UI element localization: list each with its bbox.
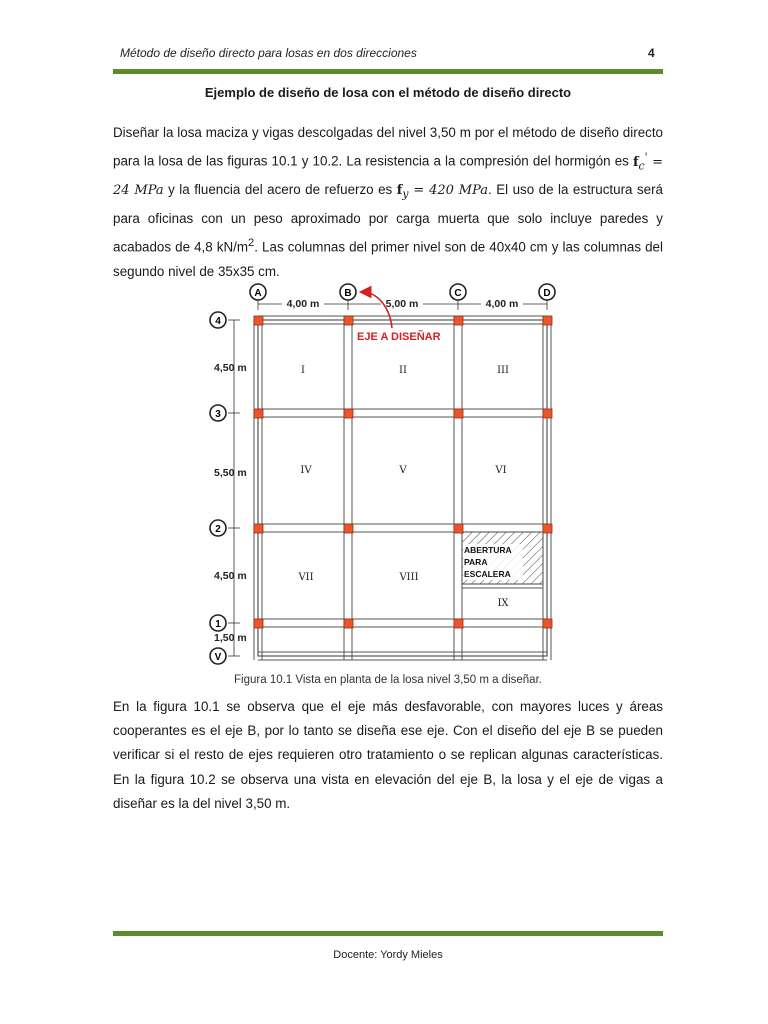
axis-c-label: C	[454, 288, 462, 299]
paragraph-text: y la fluencia del acero de refuerzo es	[163, 182, 397, 198]
figure-caption: Figura 10.1 Vista en planta de la losa nivel 3,50 m a diseñar.	[234, 674, 542, 686]
axis-4-label: 4	[215, 316, 221, 327]
page-number: 4	[648, 46, 655, 60]
span-bc-label: 5,00 m	[385, 298, 419, 310]
fy-subscript: y	[402, 187, 409, 201]
opening-label-line2: PARA	[464, 557, 488, 567]
paragraph-text: . Las columnas del primer nivel son de 40x40 cm y las columnas del segundo nivel de 35x35 cm.	[113, 239, 663, 279]
unit-superscript: 2	[248, 237, 255, 250]
axis-3-label: 3	[215, 409, 221, 420]
axis-b-label: B	[344, 288, 352, 299]
paragraph-analysis: En la figura 10.1 se observa que el eje más desfavorable, con mayores luces y áreas cooperantes es el eje B, por lo tanto se diseña ese eje. Con el diseño del eje B se pueden verificar si el resto de ejes requieren otro tratamiento o se replican algunas características. En la figura 10.2 se observa una vista en elevación del eje B, la losa y el eje de vigas a diseñar es la del nivel 3,50 m.	[113, 699, 663, 811]
span-21-label: 4,50 m	[214, 570, 247, 582]
paragraph-text: Diseñar la losa maciza y vigas descolgadas del nivel 3,50 m por el método de diseño directo para la losa de las figuras 10.1 y 10.2. La resistencia a la compresión del hormigón es	[113, 125, 663, 169]
header-rule	[113, 69, 663, 74]
fy-value: = 420 MPa	[408, 183, 489, 199]
paragraph-text: . El uso de la estructura será para oficinas con un peso aproximado por carga muerta que solo incluye paredes y acabados de 4,8 kN/m	[113, 182, 663, 255]
span-43-label: 4,50 m	[214, 362, 247, 374]
panel-viii-label: VIII	[399, 572, 419, 583]
header-title: Método de diseño directo para losas en dos direcciones	[120, 46, 417, 60]
fc-value: = 24 MPa	[113, 154, 663, 199]
opening-label-line3: ESCALERA	[464, 569, 511, 579]
panel-i-label: I	[301, 365, 305, 376]
fc-subscript: c	[638, 159, 645, 173]
floor-plan-figure	[200, 278, 580, 668]
axis-2-label: 2	[215, 524, 221, 535]
panel-ix-label: IX	[497, 598, 509, 609]
axis-1-label: 1	[215, 619, 221, 630]
opening-label	[463, 544, 523, 580]
panel-vii-label: VII	[298, 572, 314, 583]
panel-iv-label: IV	[300, 465, 312, 476]
fy-symbol: f	[396, 183, 403, 199]
panel-v-label: V	[399, 465, 407, 476]
footer-rule	[113, 931, 663, 936]
span-32-label: 5,50 m	[214, 467, 247, 479]
footer-author: Docente: Yordy Mieles	[333, 949, 443, 961]
panel-vi-label: VI	[495, 465, 507, 476]
panel-ii-label: II	[399, 365, 407, 376]
opening-label-line1: ABERTURA	[464, 545, 512, 555]
fy-formula	[396, 183, 489, 201]
paragraph-intro	[113, 121, 663, 284]
section-heading: Ejemplo de diseño de losa con el método de diseño directo	[204, 85, 572, 100]
span-ab-label: 4,00 m	[286, 298, 320, 310]
axis-v-label: V	[214, 652, 222, 663]
panel-iii-label: III	[497, 365, 509, 376]
design-axis-label: EJE A DISEÑAR	[357, 331, 441, 343]
axis-a-label: A	[254, 288, 262, 299]
fc-prime: '	[644, 150, 648, 164]
span-1v-label: 1,50 m	[214, 632, 247, 644]
fc-symbol: f	[632, 154, 639, 170]
span-cd-label: 4,00 m	[485, 298, 519, 310]
axis-d-label: D	[543, 288, 551, 299]
